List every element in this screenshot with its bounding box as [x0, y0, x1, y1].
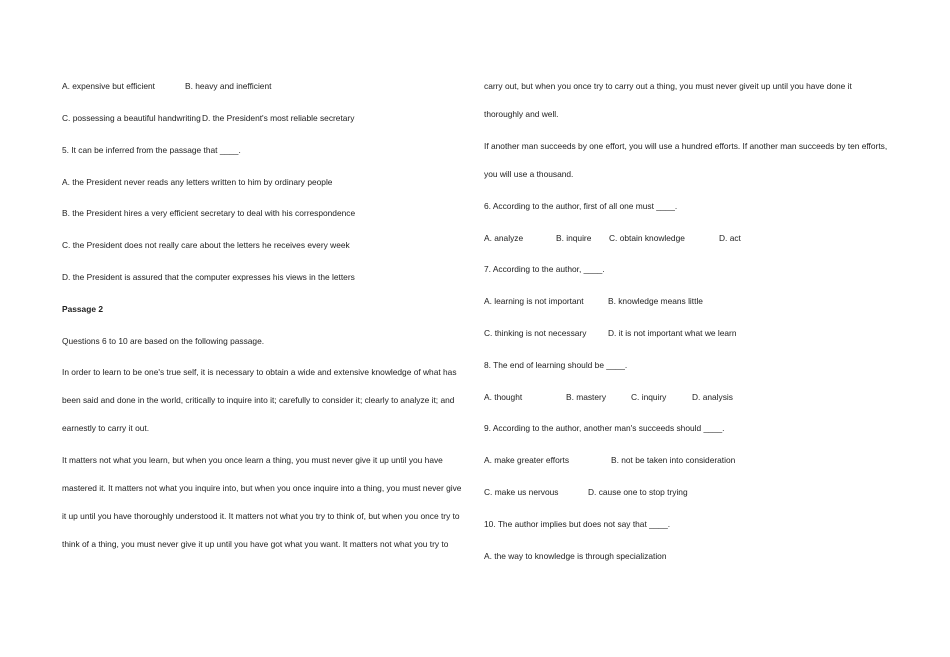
q4-option-c: C. possessing a beautiful handwriting [62, 113, 201, 123]
para2-cont-line-1: carry out, but when you once try to carry out a thing, you must never giveit up until you have done it [484, 81, 852, 91]
para2-cont-line-2: thoroughly and well. [484, 109, 559, 119]
q6-stem: 6. According to the author, first of all one must ____. [484, 201, 678, 211]
q6-option-d: D. act [719, 233, 741, 243]
q6-option-b: B. inquire [556, 233, 592, 243]
q8-option-b: B. mastery [566, 392, 607, 402]
q9-option-b: B. not be taken into consideration [611, 455, 736, 465]
q6-options [484, 233, 741, 243]
q4-option-a: A. expensive but efficient [62, 81, 155, 91]
para2-line-3: it up until you have thoroughly understood it. It matters not what you try to think of, but when you once try to [62, 511, 460, 521]
para1-line-3: earnestly to carry it out. [62, 423, 150, 433]
q6-option-a: A. analyze [484, 233, 524, 243]
q9-option-c: C. make us nervous [484, 487, 559, 497]
para3-line-2: you will use a thousand. [484, 169, 574, 179]
q7-stem: 7. According to the author, ____. [484, 264, 605, 274]
q4-option-d: D. the President's most reliable secretary [202, 113, 355, 123]
para2-line-1: It matters not what you learn, but when you once learn a thing, you must never give it up until you have [62, 455, 443, 465]
q7-options-row-2 [484, 328, 736, 338]
q7-option-d: D. it is not important what we learn [608, 328, 737, 338]
q7-option-c: C. thinking is not necessary [484, 328, 587, 338]
q4-option-b: B. heavy and inefficient [185, 81, 272, 91]
para2-line-4: think of a thing, you must never give it up until you have got what you want. It matters not what you try to [62, 539, 449, 549]
para3-line-1: If another man succeeds by one effort, you will use a hundred efforts. If another man succeeds by ten efforts, [484, 141, 888, 151]
q6-option-c: C. obtain knowledge [609, 233, 685, 243]
q9-options-row-1 [484, 455, 735, 465]
q5-option-c: C. the President does not really care about the letters he receives every week [62, 240, 350, 250]
q8-options [484, 392, 733, 402]
q9-stem: 9. According to the author, another man's succeeds should ____. [484, 423, 725, 433]
q7-option-a: A. learning is not important [484, 296, 584, 306]
q5-option-a: A. the President never reads any letters written to him by ordinary people [62, 177, 333, 187]
para2-line-2: mastered it. It matters not what you inquire into, but when you once inquire into a thing, you must never give [62, 483, 462, 493]
q5-option-b: B. the President hires a very efficient secretary to deal with his correspondence [62, 208, 356, 218]
passage-instructions: Questions 6 to 10 are based on the following passage. [62, 336, 265, 346]
q8-stem: 8. The end of learning should be ____. [484, 360, 628, 370]
q8-option-c: C. inquiry [631, 392, 667, 402]
q9-options-row-2 [484, 487, 688, 497]
q8-option-a: A. thought [484, 392, 523, 402]
q10-stem: 10. The author implies but does not say that ____. [484, 519, 671, 529]
q7-option-b: B. knowledge means little [608, 296, 703, 306]
q5-stem: 5. It can be inferred from the passage that ____. [62, 145, 241, 155]
q8-option-d: D. analysis [692, 392, 733, 402]
q10-option-a: A. the way to knowledge is through specialization [484, 551, 667, 561]
para1-line-2: been said and done in the world, critically to inquire into it; carefully to consider it; clearly to analyze it; and [62, 395, 455, 405]
q4-options-row-2 [62, 113, 354, 123]
q5-option-d: D. the President is assured that the computer expresses his views in the letters [62, 272, 355, 282]
q9-option-a: A. make greater efforts [484, 455, 570, 465]
q9-option-d: D. cause one to stop trying [588, 487, 688, 497]
passage-title: Passage 2 [62, 304, 103, 314]
q7-options-row-1 [484, 296, 703, 306]
para1-line-1: In order to learn to be one's true self, it is necessary to obtain a wide and extensive knowledge of what has [62, 367, 457, 377]
q4-options-row-1 [62, 81, 271, 91]
